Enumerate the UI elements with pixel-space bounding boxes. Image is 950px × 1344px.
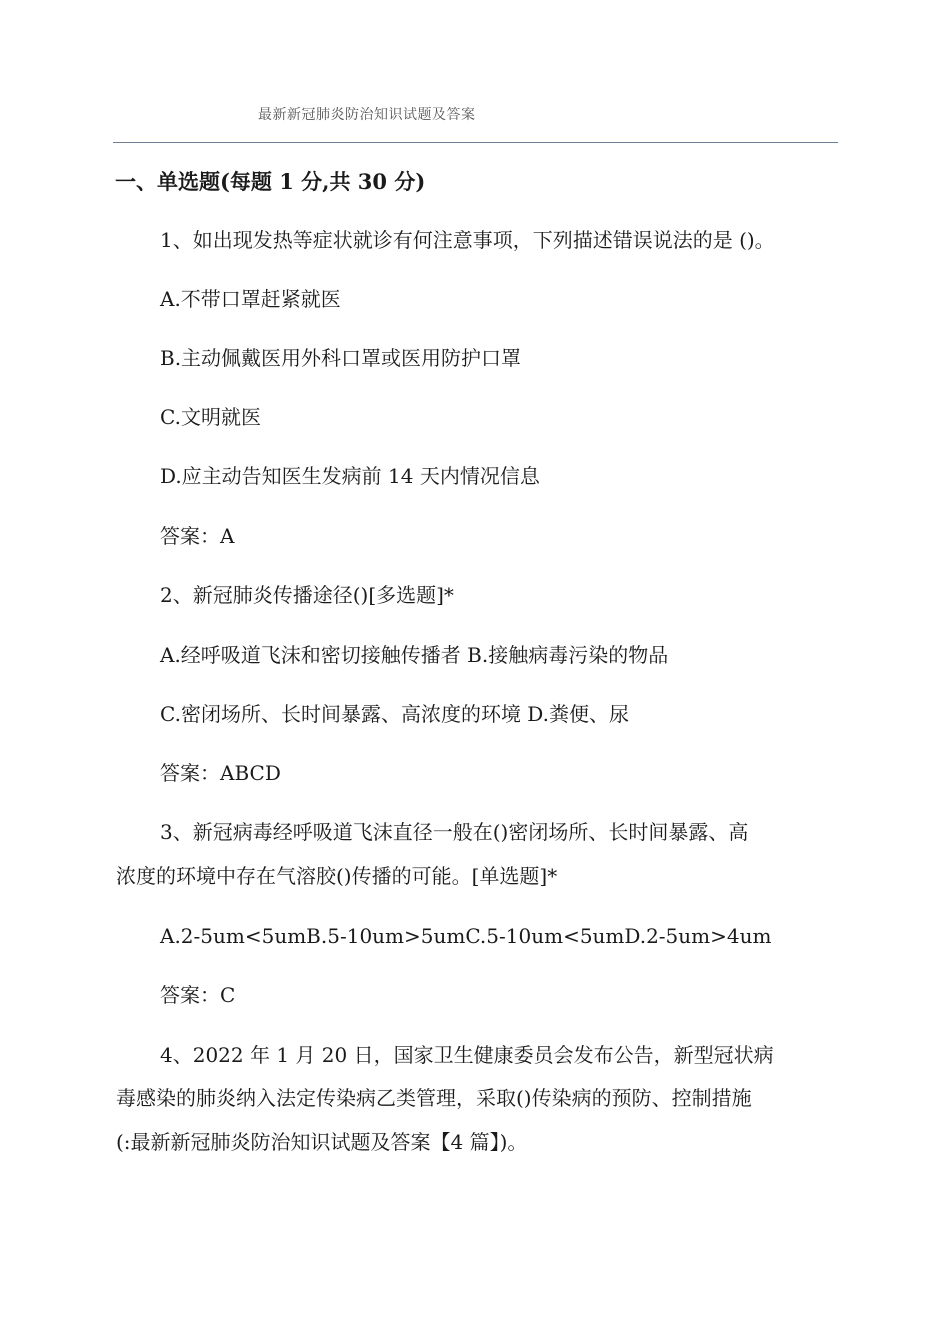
question-4-stem-line-3: (:最新新冠肺炎防治知识试题及答案【4 篇】)。 xyxy=(116,1130,528,1154)
section-heading: 一、单选题(每题 1 分,共 30 分) xyxy=(115,169,426,194)
question-1-option-b: B.主动佩戴医用外科口罩或医用防护口罩 xyxy=(160,346,522,370)
question-3-answer: 答案：C xyxy=(160,983,236,1007)
question-1-option-c: C.文明就医 xyxy=(160,405,261,429)
question-4-stem-line-2: 毒感染的肺炎纳入法定传染病乙类管理，采取()传染病的预防、控制措施 xyxy=(116,1086,752,1110)
question-1-answer: 答案：A xyxy=(160,524,235,548)
page-header-title: 最新新冠肺炎防治知识试题及答案 xyxy=(258,107,476,123)
question-2-stem: 2、新冠肺炎传播途径()[多选题]* xyxy=(160,583,454,607)
question-1-option-d: D.应主动告知医生发病前 14 天内情况信息 xyxy=(160,464,540,488)
question-2-answer: 答案：ABCD xyxy=(160,761,281,785)
header-rule xyxy=(113,142,838,143)
question-2-options-cd: C.密闭场所、长时间暴露、高浓度的环境 D.粪便、尿 xyxy=(160,702,629,726)
question-3-stem-line-1: 3、新冠病毒经呼吸道飞沫直径一般在()密闭场所、长时间暴露、高 xyxy=(160,820,749,844)
question-3-options: A.2-5um<5umB.5-10um>5umC.5-10um<5umD.2-5um>4um xyxy=(160,924,772,948)
question-3-stem-line-2: 浓度的环境中存在气溶胶()传播的可能。[单选题]* xyxy=(116,864,558,888)
question-4-stem-line-1: 4、2022 年 1 月 20 日，国家卫生健康委员会发布公告，新型冠状病 xyxy=(160,1043,774,1067)
question-1-option-a: A.不带口罩赶紧就医 xyxy=(160,287,341,311)
question-2-options-ab: A.经呼吸道飞沫和密切接触传播者 B.接触病毒污染的物品 xyxy=(160,643,669,667)
question-1-stem: 1、如出现发热等症状就诊有何注意事项，下列描述错误说法的是 ()。 xyxy=(160,228,775,252)
